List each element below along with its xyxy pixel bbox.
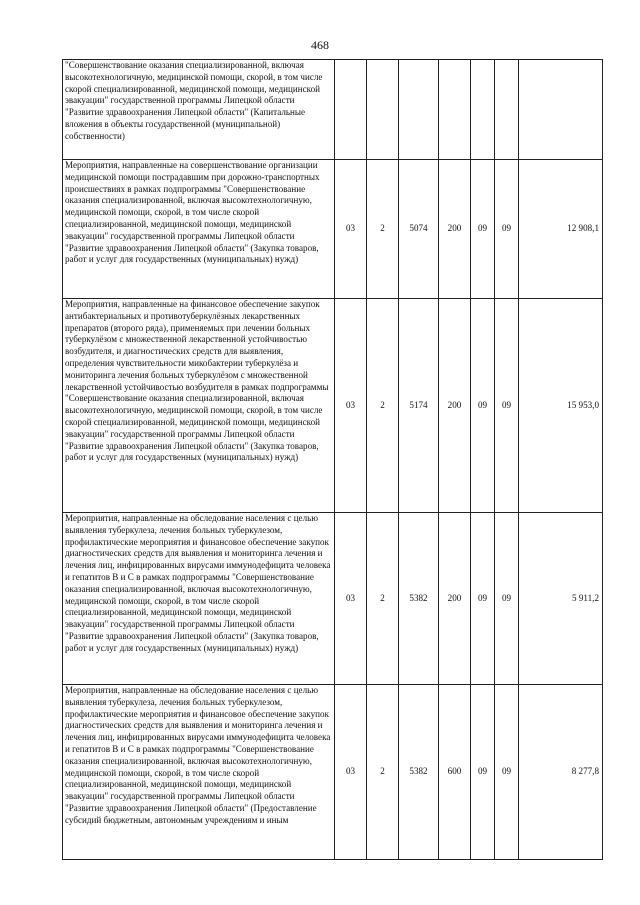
subprogram-code [367, 60, 399, 160]
subprogram-code: 2 [367, 513, 399, 685]
program-code: 03 [335, 513, 367, 685]
table-row [63, 60, 603, 160]
program-code: 03 [335, 299, 367, 513]
amount-value: 5 911,2 [519, 513, 603, 685]
row-description: Мероприятия, направленные на обследование населения с целью выявления туберкулеза, лечения больных туберкулезом, профилактические мероприятия и финансовое обеспечение закупок диагностических средств для выявления и мониторинга лечения и лечения лиц, инфицированных вирусами иммунодефицита человека и гепатитов В и С в рамках подпрограммы "Совершенствование оказания специализированной, включая высокотехнологичную, медицинской помощи, скорой, в том числе скорой специализированной, медицинской помощи, медицинской эвакуации" государственной программы Липецкой области "Развитие здравоохранения Липецкой области" (Предоставление субсидий бюджетным, автономным учреждениям и иным [63, 685, 335, 860]
section-code: 09 [471, 685, 495, 860]
row-description: Мероприятия, направленные на обследование населения с целью выявления туберкулеза, лечения больных туберкулезом, профилактические мероприятия и финансовое обеспечение закупок диагностических средств для выявления и мониторинга лечения и лечения лиц, инфицированных вирусами иммунодефицита человека и гепатитов В и С в рамках подпрограммы "Совершенствование оказания специализированной, включая высокотехнологичную, медицинской помощи, скорой, в том числе скорой специализированной, медицинской помощи, медицинской эвакуации" государственной программы Липецкой области "Развитие здравоохранения Липецкой области" (Закупка товаров, работ и услуг для государственных (муниципальных) нужд) [63, 513, 335, 685]
subprogram-code: 2 [367, 685, 399, 860]
expense-type-code: 200 [439, 160, 471, 299]
row-description: Мероприятия, направленные на финансовое обеспечение закупок антибактериальных и противотуберкулёзных лекарственных препаратов (второго ряда), применяемых при лечении больных туберкулёзом с множественной лекарственной устойчивостью возбудителя, и диагностических средств для выявления, определения чувствительности микобактерии туберкулёза и мониторинга лечения больных туберкулёзом с множественной лекарственной устойчивостью возбудителя в рамках подпрограммы "Совершенствование оказания специализированной, включая высокотехнологичную, медицинской помощи, скорой, в том числе скорой специализированной, медицинской помощи, медицинской эвакуации" государственной программы Липецкой области "Развитие здравоохранения Липецкой области" (Закупка товаров, работ и услуг для государственных (муниципальных) нужд) [63, 299, 335, 513]
subsection-code: 09 [495, 685, 519, 860]
page-number: 468 [311, 38, 329, 52]
section-code: 09 [471, 513, 495, 685]
table-row [63, 160, 603, 299]
subsection-code: 09 [495, 299, 519, 513]
amount-value: 12 908,1 [519, 160, 603, 299]
table-row [63, 513, 603, 685]
direction-code: 5174 [399, 299, 439, 513]
section-code [471, 60, 495, 160]
expense-type-code [439, 60, 471, 160]
section-code: 09 [471, 160, 495, 299]
budget-table [62, 59, 603, 860]
program-code: 03 [335, 685, 367, 860]
subsection-code: 09 [495, 513, 519, 685]
expense-type-code: 200 [439, 299, 471, 513]
direction-code: 5382 [399, 513, 439, 685]
table-row [63, 299, 603, 513]
amount-value: 15 953,0 [519, 299, 603, 513]
amount-value: 8 277,8 [519, 685, 603, 860]
direction-code [399, 60, 439, 160]
direction-code: 5382 [399, 685, 439, 860]
subprogram-code: 2 [367, 160, 399, 299]
section-code: 09 [471, 299, 495, 513]
row-description: Мероприятия, направленные на совершенствование организации медицинской помощи пострадавшим при дорожно-транспортных происшествиях в рамках подпрограммы "Совершенствование оказания специализированной, включая высокотехнологичную, медицинской помощи, скорой, в том числе скорой специализированной, медицинской помощи, медицинской эвакуации" государственной программы Липецкой области "Развитие здравоохранения Липецкой области" (Закупка товаров, работ и услуг для государственных (муниципальных) нужд) [63, 160, 335, 299]
amount-value [519, 60, 603, 160]
expense-type-code: 600 [439, 685, 471, 860]
subsection-code [495, 60, 519, 160]
program-code [335, 60, 367, 160]
subprogram-code: 2 [367, 299, 399, 513]
direction-code: 5074 [399, 160, 439, 299]
program-code: 03 [335, 160, 367, 299]
subsection-code: 09 [495, 160, 519, 299]
row-description: "Совершенствование оказания специализированной, включая высокотехнологичную, медицинской помощи, скорой, в том числе скорой специализированной, медицинской помощи, медицинской эвакуации" государственной программы Липецкой области "Развитие здравоохранения Липецкой области" (Капитальные вложения в объекты государственной (муниципальной) собственности) [63, 60, 335, 160]
table-row [63, 685, 603, 860]
expense-type-code: 200 [439, 513, 471, 685]
